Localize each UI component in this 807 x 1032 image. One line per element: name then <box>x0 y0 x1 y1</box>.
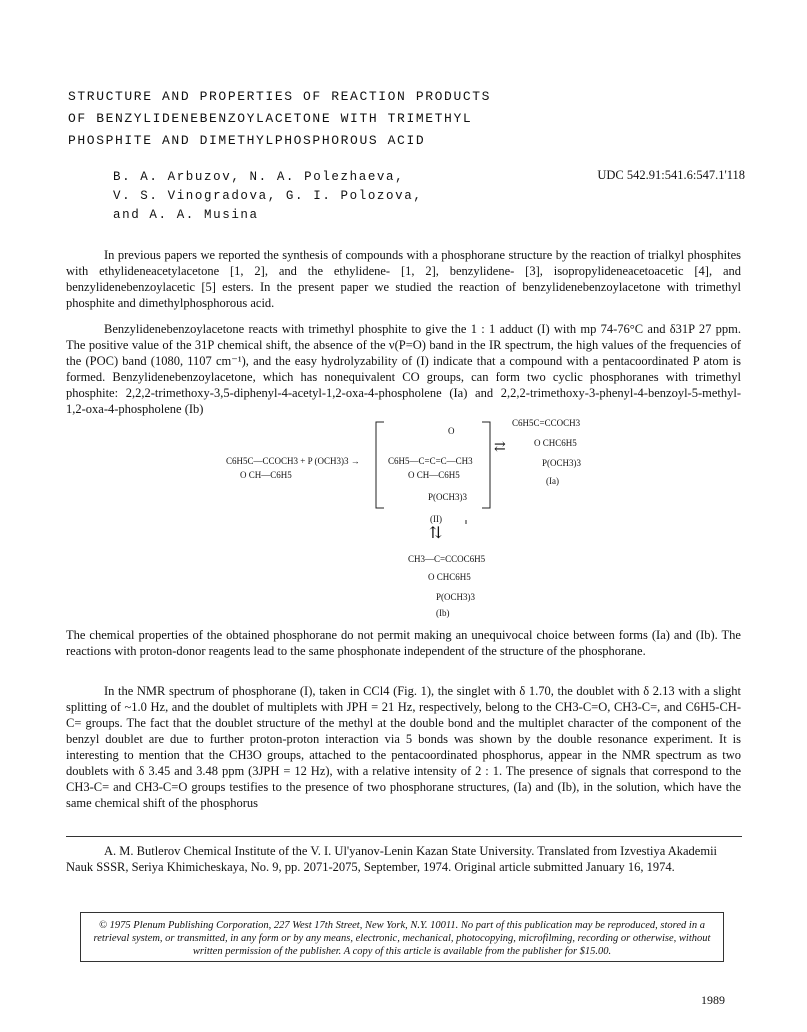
intermediate-line: O <box>448 426 455 436</box>
intermediate-line: P(OCH3)3 <box>428 492 468 502</box>
intermediate-line: C6H5—C=C=C—CH3 <box>388 456 473 466</box>
compound-label: (II) <box>430 514 442 524</box>
paragraph-text: In the NMR spectrum of phosphorane (I), taken in CCl4 (Fig. 1), the singlet with δ 1.70, the doublet with δ 2.13 with a slight splitting of ~1.0 Hz, and the doublet of multiplets with JPH = 21 Hz, respectively, belong to the CH3-C=O, CH3-C=, and C6H5-CH-C= groups. The fact that the doublet structure of the methyl at the double bond and the multiplet character of the component of the benzyl doublet are due to further proton-proton interaction via 5 bonds was shown by the double resonance experiment. It is interesting to mention that the CH3O groups, attached to the pentacoordinated phosphorus, appear in the NMR spectrum as two doublets with δ 3.45 and 3.48 ppm (3JPH = 12 Hz), with a relative intensity of 2 : 1. The presence of signals that correspond to the CH3-C= and CH3-C=O groups testifies to the presence of two phosphorane structures, (Ia) and (Ib), in the solution, which have the same chemical shift of the phosphorus <box>66 684 741 810</box>
page-number: 1989 <box>701 993 725 1007</box>
title-line: OF BENZYLIDENEBENZOYLACETONE WITH TRIMETHYL <box>68 111 473 126</box>
paragraph-text: The chemical properties of the obtained phosphorane do not permit making an unequivocal choice between forms (Ia) and (Ib). The reactions with proton-donor reagents lead to the same phosphonate independent of the structure of the phosphorane. <box>66 628 741 658</box>
footnote <box>66 843 746 875</box>
product-a-line: C6H5C=CCOCH3 <box>512 418 581 428</box>
paragraph-text: Benzylidenebenzoylacetone reacts with trimethyl phosphite to give the 1 : 1 adduct (I) with mp 74-76°C and δ31P 27 ppm. The positive value of the 31P chemical shift, the absence of the ν(P=O) band in the IR spectrum, the high values of the frequencies of the (POC) band (1080, 1107 cm⁻¹), and the easy hydrolyzability of (I) indicate that a compound with a pentacoordinated P atom is formed. Benzylidenebenzoylacetone, which has nonequivalent CO groups, can form two cyclic phosphoranes with trimethyl phosphite: 2,2,2-trimethoxy-3,5-diphenyl-4-acetyl-1,2-oxa-4-phospholene (Ia) and 2,2,2-trimethoxy-3-phenyl-4-benzoyl-5-methyl-1,2-oxa-4-phospholene (Ib) <box>66 322 741 416</box>
body-paragraph-2 <box>66 321 741 417</box>
product-b-line: P(OCH3)3 <box>436 592 476 602</box>
vertical-equilibrium-arrow: ⇅ <box>429 525 443 542</box>
author-line: V. S. Vinogradova, G. I. Polozova, <box>113 189 423 203</box>
product-a-line: P(OCH3)3 <box>542 458 582 468</box>
product-b-line: O CHC6H5 <box>428 572 471 582</box>
author-line: and A. A. Musina <box>113 208 259 222</box>
reactant-line: C6H5C—CCOCH3 + P (OCH3)3 → <box>226 456 360 466</box>
reaction-scheme <box>200 412 760 622</box>
body-paragraph-3 <box>66 627 741 659</box>
title-line: STRUCTURE AND PROPERTIES OF REACTION PRODUCTS <box>68 89 492 104</box>
intermediate-line: O CH—C6H5 <box>408 470 460 480</box>
title-line: PHOSPHITE AND DIMETHYLPHOSPHOROUS ACID <box>68 133 426 148</box>
product-a-line: O CHC6H5 <box>534 438 577 448</box>
paragraph-text: In previous papers we reported the synthesis of compounds with a phosphorane structure by the reaction of trialkyl phosphites with ethylideneacetylacetone [1, 2], and the ethylidene- [1, 2], benzylidene- [3], isopropylideneacetoacetic [4], and benzylidenebenzoylacetic [5] esters. In the present paper we studied the reaction of benzylidenebenzoylacetone with trimethyl phosphite and dimethylphosphorous acid. <box>66 248 741 310</box>
body-paragraph-4 <box>66 683 741 811</box>
author-list <box>113 168 422 225</box>
author-line: B. A. Arbuzov, N. A. Polezhaeva, <box>113 170 405 184</box>
copyright-box <box>80 912 724 962</box>
product-b-line: CH3—C=CCOC6H5 <box>408 554 486 564</box>
copyright-text: © 1975 Plenum Publishing Corporation, 227 West 17th Street, New York, N.Y. 10011. No part of this publication may be reproduced, stored in a retrieval system, or transmitted, in any form or by any means, electronic, mechanical, photocopying, microfilming, recording or otherwise, without written permission of the publisher. A copy of this article is available from the publisher for $15.00. <box>93 920 711 957</box>
udc-code: UDC 542.91:541.6:547.1'118 <box>597 168 745 182</box>
footnote-text: A. M. Butlerov Chemical Institute of the V. I. Ul'yanov-Lenin Kazan State University. Translated from Izvestiya Akademii Nauk SSSR, Seriya Khimicheskaya, No. 9, pp. 2071-2075, September, 1974. Original article submitted January 16, 1974. <box>66 844 718 874</box>
body-paragraph-1 <box>66 247 741 311</box>
reactant-line: O CH—C6H5 <box>240 470 292 480</box>
compound-label: (Ia) <box>546 476 559 486</box>
compound-label: (Ib) <box>436 608 450 618</box>
scheme-lines <box>200 412 760 622</box>
footnote-divider <box>66 836 742 837</box>
paper-title <box>68 86 748 152</box>
equilibrium-arrow: ⇄ <box>494 440 506 455</box>
